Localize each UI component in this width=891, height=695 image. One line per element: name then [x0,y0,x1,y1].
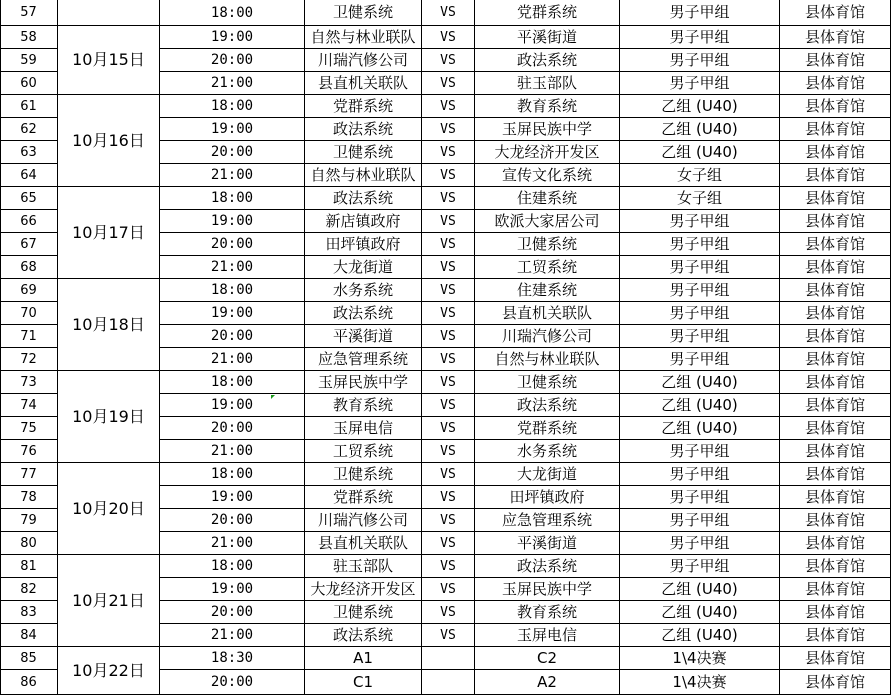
time-cell: 19:00 [160,210,305,233]
time-cell: 20:00 [160,325,305,348]
away-team-cell: 县直机关联队 [475,302,620,325]
time-cell: 21:00 [160,348,305,371]
group-cell: 男子甲组 [620,210,780,233]
venue-cell: 县体育馆 [780,210,891,233]
time-cell: 21:00 [160,624,305,647]
group-cell: 乙组 (U40) [620,578,780,601]
date-cell: 10月16日 [58,95,160,187]
group-cell: 男子甲组 [620,440,780,463]
match-number-cell: 66 [0,210,58,233]
vs-cell: VS [422,486,475,509]
venue-cell: 县体育馆 [780,187,891,210]
venue-cell: 县体育馆 [780,0,891,26]
time-cell: 21:00 [160,72,305,95]
away-team-cell: 党群系统 [475,0,620,26]
time-cell: 20:00 [160,601,305,624]
venue-cell: 县体育馆 [780,72,891,95]
group-cell: 乙组 (U40) [620,141,780,164]
match-number-cell: 57 [0,0,58,26]
vs-cell: VS [422,578,475,601]
away-team-cell: 政法系统 [475,394,620,417]
time-cell: 21:00 [160,532,305,555]
time-cell: 20:00 [160,233,305,256]
vs-cell: VS [422,371,475,394]
vs-cell: VS [422,72,475,95]
home-team-cell: 工贸系统 [305,440,422,463]
vs-cell: VS [422,509,475,532]
group-cell: 男子甲组 [620,486,780,509]
away-team-cell: 欧派大家居公司 [475,210,620,233]
match-number-cell: 62 [0,118,58,141]
vs-cell: VS [422,0,475,26]
group-cell: 乙组 (U40) [620,601,780,624]
home-team-cell: 应急管理系统 [305,348,422,371]
venue-cell: 县体育馆 [780,440,891,463]
vs-cell: VS [422,95,475,118]
group-cell: 男子甲组 [620,463,780,486]
venue-cell: 县体育馆 [780,233,891,256]
match-number-cell: 76 [0,440,58,463]
group-cell: 男子甲组 [620,26,780,49]
away-team-cell: 玉屏民族中学 [475,578,620,601]
vs-cell: VS [422,463,475,486]
vs-cell [422,670,475,695]
match-number-cell: 60 [0,72,58,95]
match-number-cell: 61 [0,95,58,118]
venue-cell: 县体育馆 [780,486,891,509]
venue-cell: 县体育馆 [780,670,891,695]
away-team-cell: 住建系统 [475,187,620,210]
group-cell: 男子甲组 [620,302,780,325]
match-number-cell: 68 [0,256,58,279]
time-cell: 19:00 [160,486,305,509]
venue-cell: 县体育馆 [780,49,891,72]
vs-cell: VS [422,187,475,210]
match-number-cell: 65 [0,187,58,210]
venue-cell: 县体育馆 [780,325,891,348]
time-cell: 18:00 [160,0,305,26]
away-team-cell: 宣传文化系统 [475,164,620,187]
group-cell: 女子组 [620,164,780,187]
venue-cell: 县体育馆 [780,164,891,187]
away-team-cell: 工贸系统 [475,256,620,279]
match-number-cell: 85 [0,647,58,670]
home-team-cell: 田坪镇政府 [305,233,422,256]
away-team-cell: 教育系统 [475,601,620,624]
group-cell: 男子甲组 [620,532,780,555]
home-team-cell: 县直机关联队 [305,532,422,555]
home-team-cell: 新店镇政府 [305,210,422,233]
home-team-cell: 党群系统 [305,486,422,509]
venue-cell: 县体育馆 [780,118,891,141]
venue-cell: 县体育馆 [780,463,891,486]
cell-marker-icon [271,395,275,399]
group-cell: 男子甲组 [620,348,780,371]
away-team-cell: 教育系统 [475,95,620,118]
venue-cell: 县体育馆 [780,555,891,578]
date-cell: 10月22日 [58,647,160,695]
date-cell [58,0,160,26]
match-number-cell: 67 [0,233,58,256]
vs-cell [422,647,475,670]
home-team-cell: 卫健系统 [305,601,422,624]
vs-cell: VS [422,26,475,49]
match-number-cell: 59 [0,49,58,72]
match-number-cell: 70 [0,302,58,325]
home-team-cell: 大龙街道 [305,256,422,279]
vs-cell: VS [422,555,475,578]
venue-cell: 县体育馆 [780,279,891,302]
home-team-cell: 平溪街道 [305,325,422,348]
match-number-cell: 78 [0,486,58,509]
venue-cell: 县体育馆 [780,371,891,394]
home-team-cell: 水务系统 [305,279,422,302]
away-team-cell: 卫健系统 [475,371,620,394]
time-cell: 21:00 [160,440,305,463]
away-team-cell: 自然与林业联队 [475,348,620,371]
group-cell: 男子甲组 [620,0,780,26]
match-number-cell: 81 [0,555,58,578]
vs-cell: VS [422,49,475,72]
time-cell: 20:00 [160,509,305,532]
venue-cell: 县体育馆 [780,532,891,555]
vs-cell: VS [422,394,475,417]
date-cell: 10月15日 [58,26,160,95]
vs-cell: VS [422,233,475,256]
time-cell: 18:30 [160,647,305,670]
vs-cell: VS [422,532,475,555]
match-number-cell: 73 [0,371,58,394]
venue-cell: 县体育馆 [780,256,891,279]
time-cell: 20:00 [160,49,305,72]
match-number-cell: 86 [0,670,58,695]
match-number-cell: 71 [0,325,58,348]
away-team-cell: C2 [475,647,620,670]
vs-cell: VS [422,601,475,624]
venue-cell: 县体育馆 [780,95,891,118]
vs-cell: VS [422,325,475,348]
time-cell: 19:00 [160,394,305,417]
group-cell: 乙组 (U40) [620,394,780,417]
vs-cell: VS [422,302,475,325]
vs-cell: VS [422,348,475,371]
time-cell: 21:00 [160,256,305,279]
match-number-cell: 58 [0,26,58,49]
group-cell: 1\4决赛 [620,670,780,695]
time-cell: 18:00 [160,279,305,302]
group-cell: 1\4决赛 [620,647,780,670]
away-team-cell: 玉屏民族中学 [475,118,620,141]
group-cell: 乙组 (U40) [620,95,780,118]
time-cell: 18:00 [160,95,305,118]
time-cell: 18:00 [160,555,305,578]
away-team-cell: 川瑞汽修公司 [475,325,620,348]
home-team-cell: C1 [305,670,422,695]
venue-cell: 县体育馆 [780,624,891,647]
away-team-cell: 平溪街道 [475,26,620,49]
match-number-cell: 69 [0,279,58,302]
group-cell: 男子甲组 [620,72,780,95]
time-cell: 18:00 [160,371,305,394]
match-number-cell: 64 [0,164,58,187]
group-cell: 男子甲组 [620,49,780,72]
match-number-cell: 75 [0,417,58,440]
home-team-cell: 驻玉部队 [305,555,422,578]
vs-cell: VS [422,624,475,647]
group-cell: 乙组 (U40) [620,118,780,141]
home-team-cell: 政法系统 [305,624,422,647]
match-number-cell: 80 [0,532,58,555]
group-cell: 乙组 (U40) [620,417,780,440]
venue-cell: 县体育馆 [780,26,891,49]
away-team-cell: 平溪街道 [475,532,620,555]
venue-cell: 县体育馆 [780,417,891,440]
home-team-cell: 大龙经济开发区 [305,578,422,601]
home-team-cell: 党群系统 [305,95,422,118]
group-cell: 男子甲组 [620,509,780,532]
date-cell: 10月20日 [58,463,160,555]
time-cell: 20:00 [160,417,305,440]
away-team-cell: 大龙街道 [475,463,620,486]
away-team-cell: 党群系统 [475,417,620,440]
match-number-cell: 72 [0,348,58,371]
group-cell: 男子甲组 [620,256,780,279]
time-cell: 18:00 [160,187,305,210]
match-number-cell: 82 [0,578,58,601]
time-cell: 19:00 [160,302,305,325]
home-team-cell: A1 [305,647,422,670]
venue-cell: 县体育馆 [780,302,891,325]
away-team-cell: 大龙经济开发区 [475,141,620,164]
away-team-cell: 驻玉部队 [475,72,620,95]
table-left-border [0,0,1,695]
away-team-cell: 政法系统 [475,49,620,72]
home-team-cell: 教育系统 [305,394,422,417]
home-team-cell: 自然与林业联队 [305,26,422,49]
group-cell: 男子甲组 [620,325,780,348]
home-team-cell: 卫健系统 [305,0,422,26]
vs-cell: VS [422,279,475,302]
match-number-cell: 84 [0,624,58,647]
group-cell: 乙组 (U40) [620,371,780,394]
time-cell: 19:00 [160,578,305,601]
home-team-cell: 川瑞汽修公司 [305,49,422,72]
match-number-cell: 63 [0,141,58,164]
venue-cell: 县体育馆 [780,509,891,532]
home-team-cell: 玉屏民族中学 [305,371,422,394]
home-team-cell: 卫健系统 [305,141,422,164]
time-cell: 20:00 [160,141,305,164]
home-team-cell: 玉屏电信 [305,417,422,440]
group-cell: 男子甲组 [620,233,780,256]
date-cell: 10月21日 [58,555,160,647]
home-team-cell: 卫健系统 [305,463,422,486]
venue-cell: 县体育馆 [780,141,891,164]
date-cell: 10月17日 [58,187,160,279]
venue-cell: 县体育馆 [780,647,891,670]
home-team-cell: 政法系统 [305,118,422,141]
home-team-cell: 政法系统 [305,302,422,325]
vs-cell: VS [422,164,475,187]
date-cell: 10月19日 [58,371,160,463]
away-team-cell: 应急管理系统 [475,509,620,532]
match-number-cell: 74 [0,394,58,417]
match-number-cell: 77 [0,463,58,486]
match-number-cell: 83 [0,601,58,624]
vs-cell: VS [422,210,475,233]
group-cell: 女子组 [620,187,780,210]
vs-cell: VS [422,256,475,279]
date-cell: 10月18日 [58,279,160,371]
home-team-cell: 县直机关联队 [305,72,422,95]
group-cell: 男子甲组 [620,279,780,302]
time-cell: 20:00 [160,670,305,695]
match-number-cell: 79 [0,509,58,532]
home-team-cell: 政法系统 [305,187,422,210]
time-cell: 18:00 [160,463,305,486]
away-team-cell: 水务系统 [475,440,620,463]
away-team-cell: A2 [475,670,620,695]
vs-cell: VS [422,141,475,164]
time-cell: 19:00 [160,118,305,141]
vs-cell: VS [422,118,475,141]
home-team-cell: 自然与林业联队 [305,164,422,187]
group-cell: 乙组 (U40) [620,624,780,647]
time-cell: 19:00 [160,26,305,49]
venue-cell: 县体育馆 [780,348,891,371]
time-cell: 21:00 [160,164,305,187]
vs-cell: VS [422,440,475,463]
home-team-cell: 川瑞汽修公司 [305,509,422,532]
away-team-cell: 住建系统 [475,279,620,302]
group-cell: 男子甲组 [620,555,780,578]
venue-cell: 县体育馆 [780,394,891,417]
away-team-cell: 政法系统 [475,555,620,578]
vs-cell: VS [422,417,475,440]
away-team-cell: 田坪镇政府 [475,486,620,509]
venue-cell: 县体育馆 [780,601,891,624]
venue-cell: 县体育馆 [780,578,891,601]
away-team-cell: 卫健系统 [475,233,620,256]
away-team-cell: 玉屏电信 [475,624,620,647]
